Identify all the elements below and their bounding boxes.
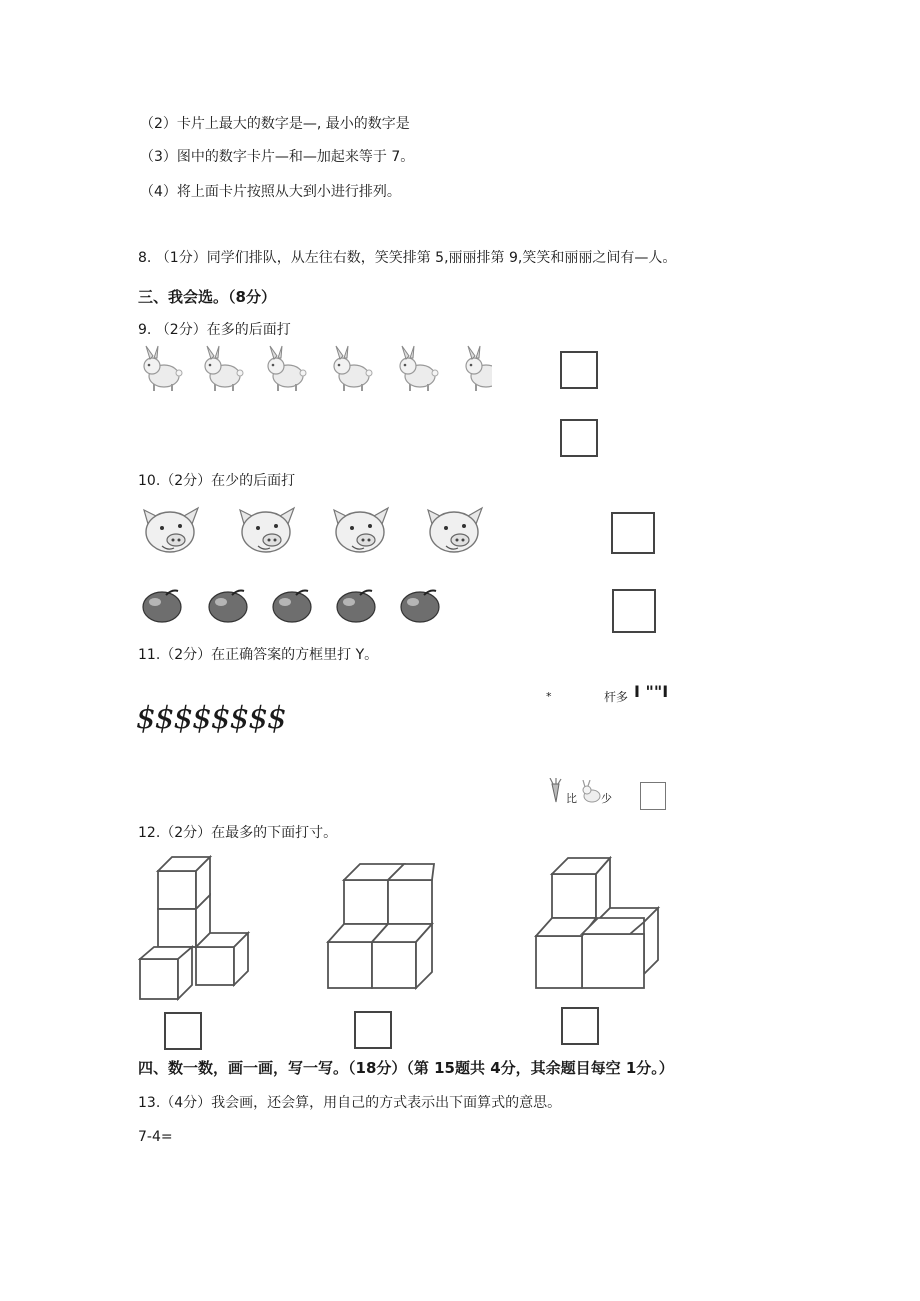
rabbit-icon — [144, 346, 182, 391]
q10-answer-box-2[interactable] — [612, 589, 656, 633]
q9-answer-box-1[interactable] — [560, 351, 598, 389]
apple-row — [142, 585, 452, 627]
q9-answer-box-2[interactable] — [560, 419, 598, 457]
q11-option2-label: 比 — [566, 792, 577, 805]
q11-text: 11.（2分）在正确答案的方框里打 Y。 — [138, 647, 379, 663]
pig-icon — [334, 508, 388, 552]
q7-sub3: （3）图中的数字卡片—和—加起来等于 7。 — [140, 149, 415, 165]
apple-icon — [401, 591, 439, 623]
q11-star: * — [546, 690, 552, 703]
rabbit-icon — [580, 780, 602, 804]
q10-answer-box-1[interactable] — [611, 512, 655, 554]
q13-expression: 7-4= — [138, 1129, 173, 1145]
cube-figure-2 — [326, 862, 438, 992]
pig-icon — [428, 508, 482, 552]
pig-row — [140, 502, 490, 562]
pig-icon — [144, 508, 198, 552]
rabbit-icon — [334, 346, 372, 391]
apple-icon — [143, 591, 181, 623]
q10-text: 10.（2分）在少的后面打 — [138, 473, 296, 489]
rabbit-icon — [400, 346, 438, 391]
rabbit-icon — [466, 346, 492, 391]
cube-figure-3 — [534, 856, 662, 992]
q7-sub2: （2）卡片上最大的数字是—, 最小的数字是 — [140, 116, 410, 132]
q11-option2-suffix: 少 — [601, 792, 612, 805]
section4-title: 四、数一数，画一画，写一写。（18分）（第 15题共 4分，其余题目每空 1分。） — [138, 1059, 674, 1077]
q11-dollar-row: $$$$$$$$ — [136, 700, 286, 736]
cube-figure-1 — [138, 855, 253, 1003]
rabbit-icon — [268, 346, 306, 391]
pig-icon — [240, 508, 294, 552]
q12-text: 12.（2分）在最多的下面打寸。 — [138, 825, 338, 841]
rabbit-icon — [205, 346, 243, 391]
q11-option1-marks: I ""I — [634, 682, 669, 701]
apple-icon — [337, 591, 375, 623]
q7-sub4: （4）将上面卡片按照从大到小进行排列。 — [140, 184, 401, 200]
q13-text: 13.（4分）我会画，还会算，用自己的方式表示出下面算式的意思。 — [138, 1095, 562, 1111]
q9-text: 9. （2分）在多的后面打 — [138, 322, 291, 338]
q11-option1-label: 杆多 — [604, 690, 629, 704]
q11-answer-box[interactable] — [640, 782, 666, 810]
rabbit-row — [140, 344, 492, 396]
q12-answer-box-1[interactable] — [164, 1012, 202, 1050]
apple-icon — [209, 591, 247, 623]
q12-answer-box-3[interactable] — [561, 1007, 599, 1045]
section3-title: 三、我会选。（8分） — [138, 288, 276, 306]
q12-answer-box-2[interactable] — [354, 1011, 392, 1049]
radish-icon — [544, 778, 566, 804]
apple-icon — [273, 591, 311, 623]
q8-text: 8. （1分）同学们排队，从左往右数，笑笑排第 5,丽丽排第 9,笑笑和丽丽之间有—人。 — [138, 250, 677, 266]
